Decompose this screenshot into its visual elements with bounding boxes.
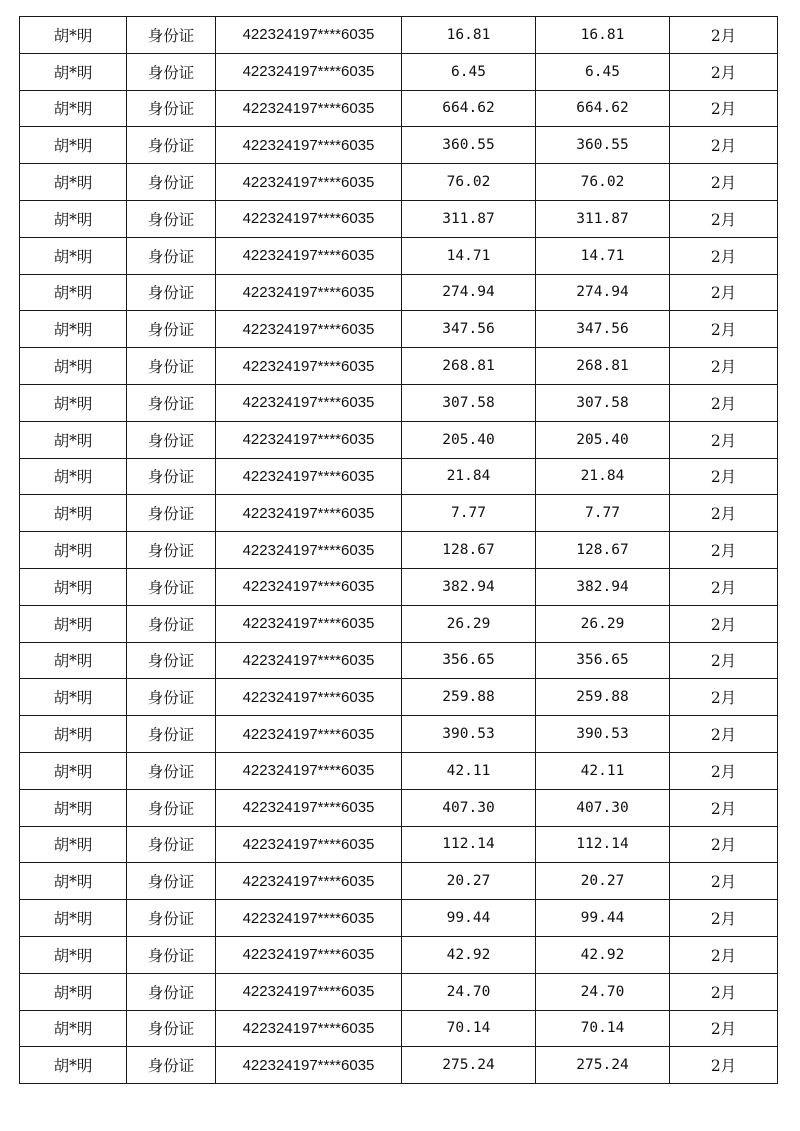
- amount-cell: 205.40: [402, 421, 536, 458]
- id-type-cell: 身份证: [127, 679, 216, 716]
- amount-cell: 99.44: [402, 900, 536, 937]
- amount-cell: 360.55: [536, 127, 670, 164]
- id-type-cell: 身份证: [127, 642, 216, 679]
- amount-cell: 307.58: [536, 384, 670, 421]
- amount-cell: 14.71: [536, 237, 670, 274]
- amount-cell: 16.81: [536, 17, 670, 54]
- name-cell: 胡*明: [20, 53, 127, 90]
- amount-cell: 70.14: [402, 1010, 536, 1047]
- id-number-cell: 422324197****6035: [216, 605, 402, 642]
- table-row: [20, 936, 778, 973]
- table-row: [20, 863, 778, 900]
- table-row: [20, 716, 778, 753]
- table-row: [20, 164, 778, 201]
- id-type-cell: 身份证: [127, 164, 216, 201]
- month-cell: 2月: [670, 900, 778, 937]
- table-row: [20, 311, 778, 348]
- amount-cell: 42.92: [536, 936, 670, 973]
- month-cell: 2月: [670, 458, 778, 495]
- name-cell: 胡*明: [20, 900, 127, 937]
- amount-cell: 42.11: [402, 752, 536, 789]
- name-cell: 胡*明: [20, 90, 127, 127]
- name-cell: 胡*明: [20, 568, 127, 605]
- table-row: [20, 900, 778, 937]
- table-row: [20, 384, 778, 421]
- amount-cell: 307.58: [402, 384, 536, 421]
- amount-cell: 311.87: [402, 200, 536, 237]
- table-row: [20, 53, 778, 90]
- id-number-cell: 422324197****6035: [216, 274, 402, 311]
- amount-cell: 21.84: [536, 458, 670, 495]
- name-cell: 胡*明: [20, 605, 127, 642]
- id-number-cell: 422324197****6035: [216, 17, 402, 54]
- table-row: [20, 679, 778, 716]
- month-cell: 2月: [670, 863, 778, 900]
- month-cell: 2月: [670, 495, 778, 532]
- id-number-cell: 422324197****6035: [216, 237, 402, 274]
- amount-cell: 274.94: [402, 274, 536, 311]
- month-cell: 2月: [670, 826, 778, 863]
- amount-cell: 268.81: [536, 348, 670, 385]
- id-type-cell: 身份证: [127, 237, 216, 274]
- month-cell: 2月: [670, 568, 778, 605]
- month-cell: 2月: [670, 789, 778, 826]
- amount-cell: 7.77: [402, 495, 536, 532]
- table-row: [20, 90, 778, 127]
- amount-cell: 6.45: [536, 53, 670, 90]
- table-row: [20, 826, 778, 863]
- id-type-cell: 身份证: [127, 863, 216, 900]
- name-cell: 胡*明: [20, 936, 127, 973]
- month-cell: 2月: [670, 1010, 778, 1047]
- id-number-cell: 422324197****6035: [216, 679, 402, 716]
- id-number-cell: 422324197****6035: [216, 716, 402, 753]
- name-cell: 胡*明: [20, 348, 127, 385]
- table-row: [20, 458, 778, 495]
- amount-cell: 664.62: [536, 90, 670, 127]
- id-number-cell: 422324197****6035: [216, 90, 402, 127]
- month-cell: 2月: [670, 642, 778, 679]
- month-cell: 2月: [670, 90, 778, 127]
- amount-cell: 275.24: [402, 1047, 536, 1084]
- amount-cell: 382.94: [536, 568, 670, 605]
- month-cell: 2月: [670, 936, 778, 973]
- id-number-cell: 422324197****6035: [216, 348, 402, 385]
- month-cell: 2月: [670, 53, 778, 90]
- month-cell: 2月: [670, 237, 778, 274]
- amount-cell: 259.88: [402, 679, 536, 716]
- id-number-cell: 422324197****6035: [216, 311, 402, 348]
- id-type-cell: 身份证: [127, 1010, 216, 1047]
- name-cell: 胡*明: [20, 17, 127, 54]
- name-cell: 胡*明: [20, 311, 127, 348]
- amount-cell: 76.02: [402, 164, 536, 201]
- amount-cell: 205.40: [536, 421, 670, 458]
- month-cell: 2月: [670, 127, 778, 164]
- document-page: [19, 16, 777, 1084]
- amount-cell: 21.84: [402, 458, 536, 495]
- id-number-cell: 422324197****6035: [216, 642, 402, 679]
- amount-cell: 275.24: [536, 1047, 670, 1084]
- id-number-cell: 422324197****6035: [216, 200, 402, 237]
- month-cell: 2月: [670, 348, 778, 385]
- amount-cell: 42.11: [536, 752, 670, 789]
- month-cell: 2月: [670, 200, 778, 237]
- id-number-cell: 422324197****6035: [216, 936, 402, 973]
- amount-cell: 6.45: [402, 53, 536, 90]
- month-cell: 2月: [670, 164, 778, 201]
- table-row: [20, 237, 778, 274]
- id-number-cell: 422324197****6035: [216, 532, 402, 569]
- id-type-cell: 身份证: [127, 532, 216, 569]
- id-number-cell: 422324197****6035: [216, 863, 402, 900]
- table-row: [20, 789, 778, 826]
- amount-cell: 407.30: [536, 789, 670, 826]
- id-type-cell: 身份证: [127, 973, 216, 1010]
- name-cell: 胡*明: [20, 789, 127, 826]
- id-number-cell: 422324197****6035: [216, 1010, 402, 1047]
- month-cell: 2月: [670, 384, 778, 421]
- amount-cell: 407.30: [402, 789, 536, 826]
- amount-cell: 664.62: [402, 90, 536, 127]
- amount-cell: 259.88: [536, 679, 670, 716]
- amount-cell: 128.67: [536, 532, 670, 569]
- id-number-cell: 422324197****6035: [216, 752, 402, 789]
- id-number-cell: 422324197****6035: [216, 421, 402, 458]
- month-cell: 2月: [670, 605, 778, 642]
- id-type-cell: 身份证: [127, 384, 216, 421]
- month-cell: 2月: [670, 679, 778, 716]
- id-type-cell: 身份证: [127, 200, 216, 237]
- amount-cell: 274.94: [536, 274, 670, 311]
- table-row: [20, 532, 778, 569]
- name-cell: 胡*明: [20, 1010, 127, 1047]
- amount-cell: 356.65: [402, 642, 536, 679]
- amount-cell: 14.71: [402, 237, 536, 274]
- id-type-cell: 身份证: [127, 421, 216, 458]
- table-row: [20, 973, 778, 1010]
- id-type-cell: 身份证: [127, 826, 216, 863]
- table-row: [20, 348, 778, 385]
- amount-cell: 42.92: [402, 936, 536, 973]
- id-number-cell: 422324197****6035: [216, 164, 402, 201]
- id-number-cell: 422324197****6035: [216, 900, 402, 937]
- month-cell: 2月: [670, 1047, 778, 1084]
- table-row: [20, 495, 778, 532]
- name-cell: 胡*明: [20, 679, 127, 716]
- amount-cell: 347.56: [536, 311, 670, 348]
- amount-cell: 70.14: [536, 1010, 670, 1047]
- amount-cell: 20.27: [536, 863, 670, 900]
- records-table: [19, 16, 778, 1084]
- name-cell: 胡*明: [20, 716, 127, 753]
- month-cell: 2月: [670, 311, 778, 348]
- amount-cell: 382.94: [402, 568, 536, 605]
- amount-cell: 26.29: [536, 605, 670, 642]
- id-number-cell: 422324197****6035: [216, 1047, 402, 1084]
- id-type-cell: 身份证: [127, 274, 216, 311]
- month-cell: 2月: [670, 973, 778, 1010]
- amount-cell: 26.29: [402, 605, 536, 642]
- id-type-cell: 身份证: [127, 568, 216, 605]
- name-cell: 胡*明: [20, 1047, 127, 1084]
- amount-cell: 268.81: [402, 348, 536, 385]
- id-number-cell: 422324197****6035: [216, 458, 402, 495]
- name-cell: 胡*明: [20, 458, 127, 495]
- month-cell: 2月: [670, 17, 778, 54]
- id-number-cell: 422324197****6035: [216, 826, 402, 863]
- id-number-cell: 422324197****6035: [216, 973, 402, 1010]
- id-type-cell: 身份证: [127, 53, 216, 90]
- id-type-cell: 身份证: [127, 789, 216, 826]
- name-cell: 胡*明: [20, 973, 127, 1010]
- id-number-cell: 422324197****6035: [216, 53, 402, 90]
- name-cell: 胡*明: [20, 127, 127, 164]
- amount-cell: 16.81: [402, 17, 536, 54]
- name-cell: 胡*明: [20, 274, 127, 311]
- name-cell: 胡*明: [20, 421, 127, 458]
- table-row: [20, 642, 778, 679]
- id-type-cell: 身份证: [127, 900, 216, 937]
- id-number-cell: 422324197****6035: [216, 495, 402, 532]
- name-cell: 胡*明: [20, 200, 127, 237]
- id-number-cell: 422324197****6035: [216, 568, 402, 605]
- id-type-cell: 身份证: [127, 127, 216, 164]
- amount-cell: 24.70: [402, 973, 536, 1010]
- id-type-cell: 身份证: [127, 311, 216, 348]
- table-row: [20, 200, 778, 237]
- table-row: [20, 752, 778, 789]
- amount-cell: 99.44: [536, 900, 670, 937]
- id-type-cell: 身份证: [127, 605, 216, 642]
- amount-cell: 24.70: [536, 973, 670, 1010]
- month-cell: 2月: [670, 274, 778, 311]
- month-cell: 2月: [670, 532, 778, 569]
- id-type-cell: 身份证: [127, 458, 216, 495]
- amount-cell: 311.87: [536, 200, 670, 237]
- amount-cell: 360.55: [402, 127, 536, 164]
- id-type-cell: 身份证: [127, 936, 216, 973]
- name-cell: 胡*明: [20, 495, 127, 532]
- table-body: [20, 17, 778, 1084]
- table-row: [20, 17, 778, 54]
- id-number-cell: 422324197****6035: [216, 384, 402, 421]
- table-row: [20, 1047, 778, 1084]
- name-cell: 胡*明: [20, 752, 127, 789]
- table-row: [20, 1010, 778, 1047]
- amount-cell: 356.65: [536, 642, 670, 679]
- amount-cell: 347.56: [402, 311, 536, 348]
- month-cell: 2月: [670, 716, 778, 753]
- name-cell: 胡*明: [20, 384, 127, 421]
- amount-cell: 76.02: [536, 164, 670, 201]
- id-type-cell: 身份证: [127, 752, 216, 789]
- name-cell: 胡*明: [20, 863, 127, 900]
- name-cell: 胡*明: [20, 642, 127, 679]
- name-cell: 胡*明: [20, 237, 127, 274]
- id-number-cell: 422324197****6035: [216, 127, 402, 164]
- id-type-cell: 身份证: [127, 716, 216, 753]
- amount-cell: 128.67: [402, 532, 536, 569]
- id-type-cell: 身份证: [127, 17, 216, 54]
- id-type-cell: 身份证: [127, 348, 216, 385]
- id-type-cell: 身份证: [127, 495, 216, 532]
- amount-cell: 112.14: [402, 826, 536, 863]
- amount-cell: 390.53: [402, 716, 536, 753]
- id-type-cell: 身份证: [127, 1047, 216, 1084]
- id-type-cell: 身份证: [127, 90, 216, 127]
- name-cell: 胡*明: [20, 532, 127, 569]
- name-cell: 胡*明: [20, 164, 127, 201]
- amount-cell: 390.53: [536, 716, 670, 753]
- amount-cell: 112.14: [536, 826, 670, 863]
- amount-cell: 7.77: [536, 495, 670, 532]
- table-row: [20, 127, 778, 164]
- month-cell: 2月: [670, 752, 778, 789]
- table-row: [20, 605, 778, 642]
- table-row: [20, 568, 778, 605]
- amount-cell: 20.27: [402, 863, 536, 900]
- name-cell: 胡*明: [20, 826, 127, 863]
- month-cell: 2月: [670, 421, 778, 458]
- id-number-cell: 422324197****6035: [216, 789, 402, 826]
- table-row: [20, 421, 778, 458]
- table-row: [20, 274, 778, 311]
